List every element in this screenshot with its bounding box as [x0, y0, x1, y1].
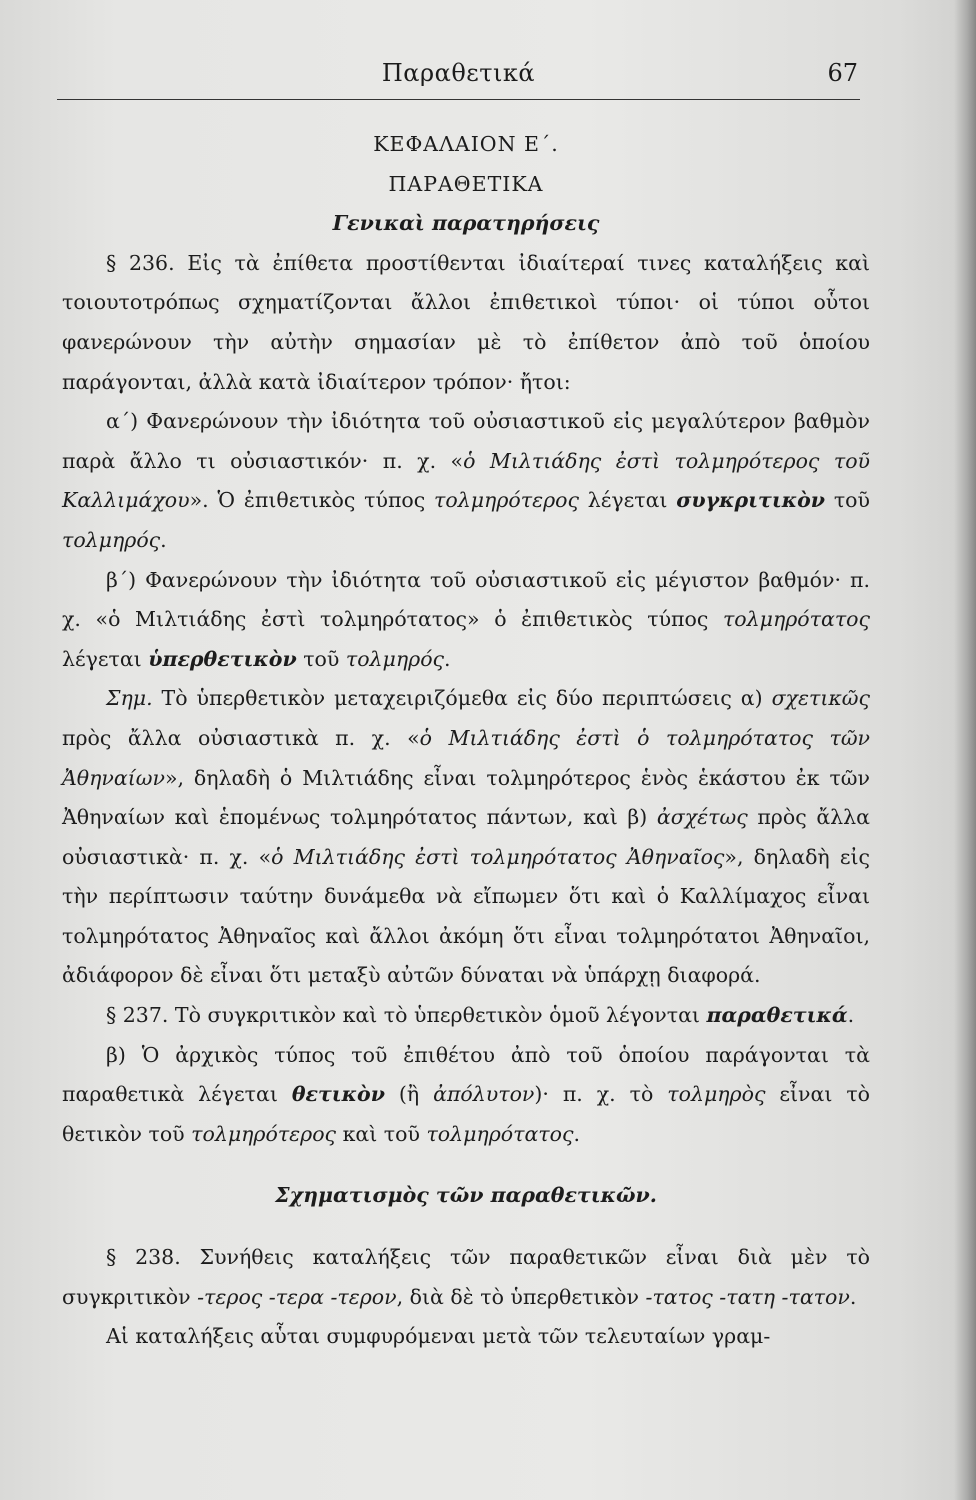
paragraph-note: Σημ. Τὸ ὑπερθετικὸν μεταχειριζόμεθα εἰς δύο περιπτώσεις α) σχετικῶς πρὸς ἄλλα οὐσιαστικὰ π. χ. «ὁ Μιλτιάδης ἐστὶ ὁ τολμηρότατος τῶν Ἀθηναίων», δηλαδὴ ὁ Μιλτιάδης εἶναι τολμηρότερος ἑνὸς ἑκάστου ἐκ τῶν Ἀθηναίων καὶ ἑπομένως τολμηρότατος πάντων, καὶ β) ἀσχέτως πρὸς ἄλλα οὐσιαστικὰ· π. χ. «ὁ Μιλτιάδης ἐστὶ τολμηρότατος Ἀθηναῖος», δηλαδὴ εἰς τὴν περίπτωσιν ταύτην δυνάμεθα νὰ εἴπωμεν ὅτι καὶ ὁ Καλλίμαχος εἶναι τολμηρότατος Ἀθηναῖος καὶ ἄλλοι ἀκόμη ὅτι εἶναι τολμηρότατοι Ἀθηναῖοι, ἀδιάφορον δὲ εἶναι ὅτι μεταξὺ αὐτῶν δύναται νὰ ὑπάρχῃ διαφορά.	[62, 686, 870, 988]
paragraph-238: § 238. Συνήθεις καταλήξεις τῶν παραθετικῶν εἶναι διὰ μὲν τὸ συγκριτικὸν -τερος -τερα -τερον, διὰ δὲ τὸ ὑπερθετικὸν -τατος -τατη -τατον.	[62, 1245, 870, 1309]
paragraph-alpha: α΄) Φανερώνουν τὴν ἰδιότητα τοῦ οὐσιαστικοῦ εἰς μεγαλύτερον βαθμὸν παρὰ ἄλλο τι οὐσιαστικόν· π. χ. «ὁ Μιλτιάδης ἐστὶ τολμηρότερος τοῦ Καλλιμάχου». Ὁ ἐπιθετικὸς τύπος τολμηρότερος λέγεται συγκριτικὸν τοῦ τολμηρός.	[62, 409, 871, 552]
section-heading-general: Γενικαὶ παρατηρήσεις	[332, 211, 600, 236]
body-text	[62, 125, 870, 1357]
page-number: 67	[827, 59, 858, 87]
page-header	[57, 55, 860, 100]
running-title: Παραθετικά	[381, 59, 536, 87]
paragraph-237: § 237. Τὸ συγκριτικὸν καὶ τὸ ὑπερθετικὸν ὁμοῦ λέγονται παραθετικά.	[106, 1003, 855, 1028]
paragraph-239: Αἱ καταλήξεις αὗται συμφυρόμεναι μετὰ τῶν τελευταίων γραμ-	[106, 1324, 771, 1349]
paragraph-237-beta: β) Ὁ ἀρχικὸς τύπος τοῦ ἐπιθέτου ἀπὸ τοῦ ὁποίου παράγονται τὰ παραθετικὰ λέγεται θετικὸν (ἢ ἀπόλυτον)· π. χ. τὸ τολμηρὸς εἶναι τὸ θετικὸν τοῦ τολμηρότερος καὶ τοῦ τολμηρότατος.	[62, 1042, 871, 1146]
paragraph-beta: β΄) Φανερώνουν τὴν ἰδιότητα τοῦ οὐσιαστικοῦ εἰς μέγιστον βαθμόν· π. χ. «ὁ Μιλτιάδης ἐστὶ τολμηρότατος» ὁ ἐπιθετικὸς τύπος τολμηρότατος λέγεται ὑπερθετικὸν τοῦ τολμηρός.	[62, 567, 870, 671]
paragraph-236: § 236. Εἰς τὰ ἐπίθετα προστίθενται ἰδιαίτεραί τινες καταλήξεις καὶ τοιουτοτρόπως σχηματίζονται ἄλλοι ἐπιθετικοὶ τύποι· οἱ τύποι οὗτοι φανερώνουν τὴν αὐτὴν σημασίαν μὲ τὸ ἐπίθετον ἀπὸ τοῦ ὁποίου παράγονται, ἀλλὰ κατὰ ἰδιαίτερον τρόπον· ἤτοι:	[62, 250, 870, 394]
chapter-title: ΠΑΡΑΘΕΤΙΚΑ	[388, 171, 544, 196]
section-spacer	[62, 1216, 870, 1238]
chapter-number: ΚΕΦΑΛΑΙΟΝ Ε΄.	[373, 132, 559, 156]
page-edge-shadow	[954, 0, 976, 1500]
section-spacer	[62, 1154, 870, 1176]
section-heading-formation: Σχηματισμὸς τῶν παραθετικῶν.	[275, 1183, 657, 1208]
